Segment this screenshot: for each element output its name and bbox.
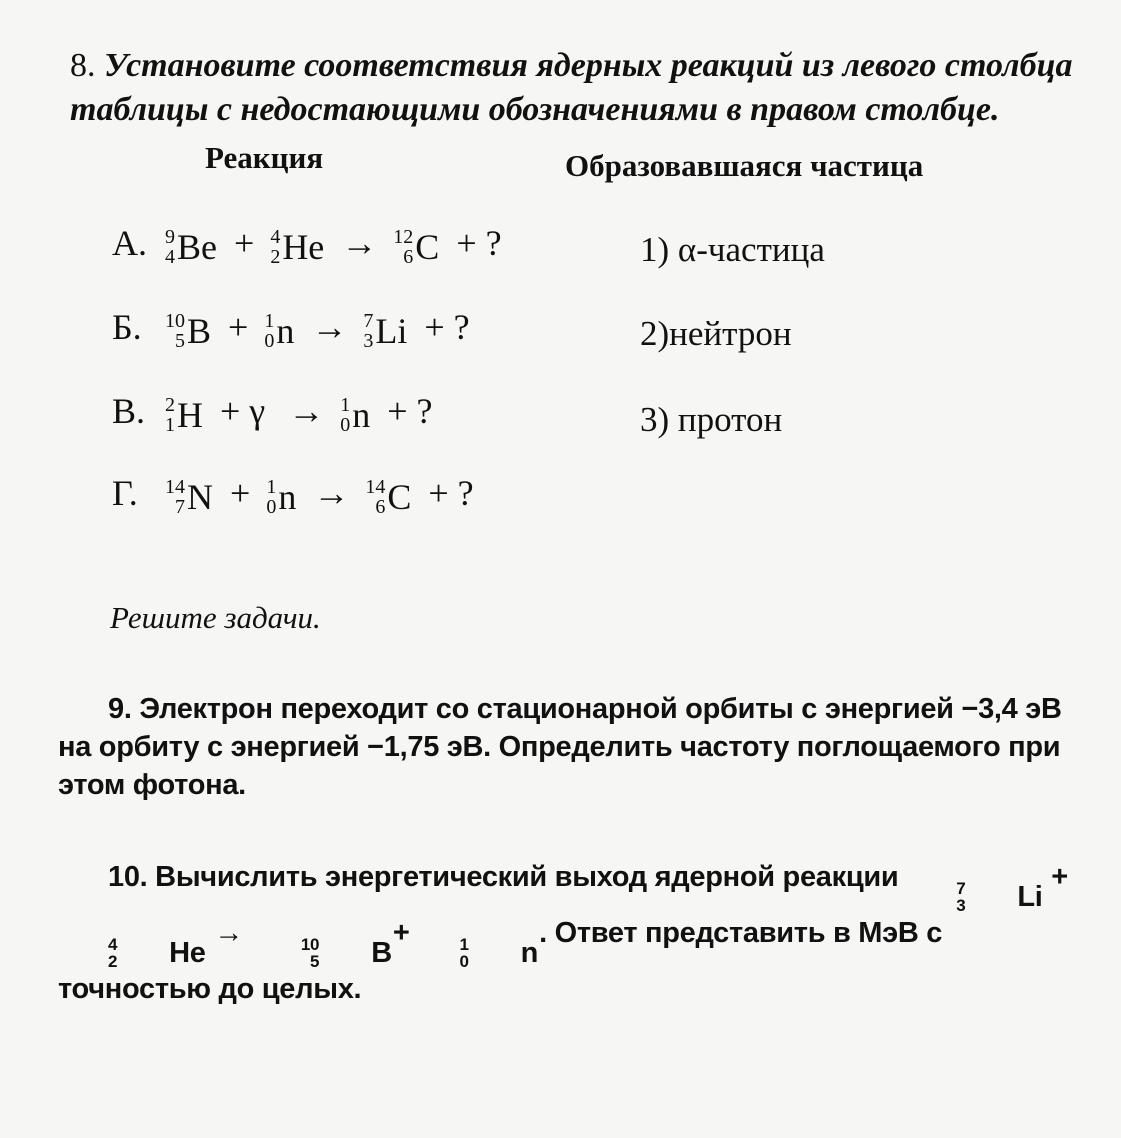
task10-statement: 10. Вычислить энергетический выход ядерной реакции 7 3 Li + 4 2 He → 10 5 B + 1 0 n . Ответ представить в МэВ с точностью до целых.	[58, 861, 1068, 1005]
arrow-icon: →	[288, 391, 325, 431]
reaction-letter: А.	[112, 223, 147, 263]
nuclide: 10 5 B	[165, 309, 212, 352]
nuclide: 1 0 n	[264, 309, 295, 352]
reaction-letter: Б.	[112, 307, 142, 347]
reaction-letter: Г.	[112, 473, 138, 513]
nuclide: 1 0 n	[459, 935, 539, 971]
nuclide: 7 3 Li	[956, 879, 1043, 915]
task10-rest: . Ответ представить в МэВ с точностью до целых.	[58, 917, 943, 1005]
nuclide: 14 6 C	[365, 475, 412, 518]
reaction-g: Г. 14 7 N + 1 0 n → 14 6 C + ?	[112, 473, 474, 518]
task8-number: 8.	[70, 47, 96, 84]
reaction-letter: В.	[112, 391, 146, 431]
answer-option-1: 1) α-частица	[640, 230, 825, 269]
column-header-reaction: Реакция	[205, 140, 324, 175]
nuclide: 14 7 N	[165, 475, 213, 518]
reaction-b: Б. 10 5 B + 1 0 n → 7 3 Li + ?	[112, 307, 470, 352]
reaction-v: В. 2 1 H + γ → 1 0 n + ?	[112, 391, 433, 436]
answer-option-3: 3) протон	[640, 400, 783, 439]
task9-statement: 9. Электрон переходит со стационарной орбиты с энергией −3,4 эВ на орбиту с энергией −1,75 эВ. Определить частоту поглощаемого при этом фотона.	[58, 693, 1062, 801]
task8-text: Установите соответствия ядерных реакций из левого столбца таблицы с недостающими обозначениями в правом столбце.	[70, 47, 1073, 128]
nuclide: 1 0 n	[266, 475, 297, 518]
nuclide: 1 0 n	[340, 393, 371, 436]
task8-statement	[70, 44, 1080, 132]
arrow-icon: →	[341, 223, 378, 263]
nuclide: 2 1 H	[165, 393, 203, 436]
nuclide: 9 4 Be	[165, 225, 217, 268]
answer-option-2: 2)нейтрон	[640, 314, 792, 353]
section-title: Решите задачи.	[110, 600, 321, 635]
nuclide: 12 6 C	[393, 225, 440, 268]
arrow-icon: →	[214, 917, 244, 949]
task10-text: 10. Вычислить энергетический выход ядерной реакции	[108, 861, 899, 893]
nuclide: 4 2 He	[270, 225, 325, 268]
column-header-particle: Образовавшаяся частица	[565, 148, 924, 183]
reaction-a: А. 9 4 Be + 4 2 He → 12 6 C + ?	[112, 223, 502, 268]
arrow-icon: →	[313, 473, 350, 513]
nuclide: 10 5 B	[300, 935, 392, 971]
arrow-icon: →	[311, 307, 348, 347]
nuclide: 7 3 Li	[363, 309, 408, 352]
nuclide: 4 2 He	[108, 935, 206, 971]
